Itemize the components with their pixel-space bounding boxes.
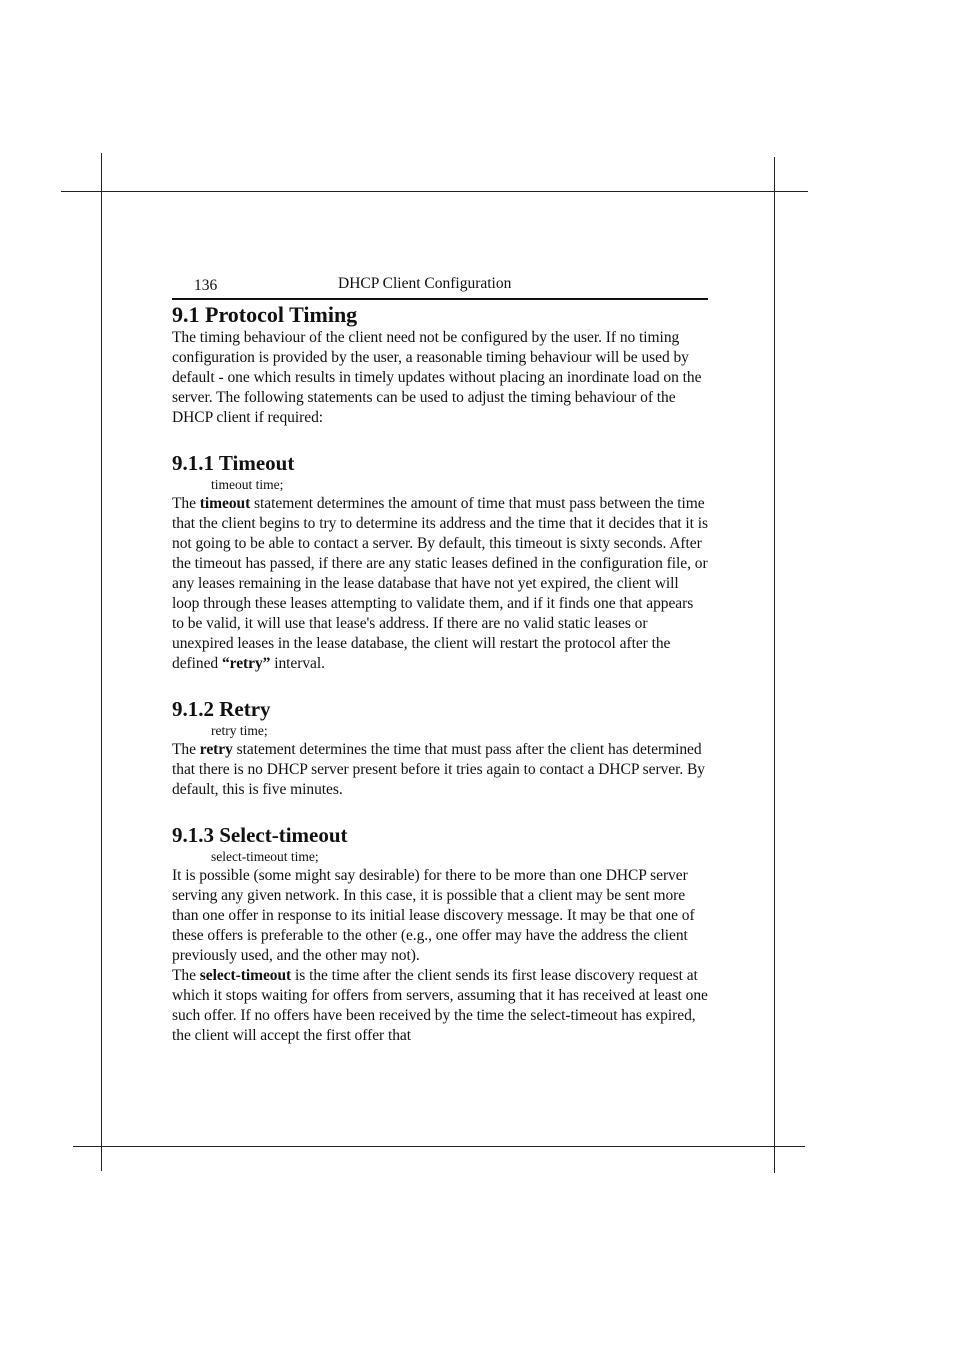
running-header	[172, 274, 708, 300]
crop-mark	[61, 191, 808, 192]
section-intro-paragraph: The timing behaviour of the client need not be configured by the user. If no timing configuration is provided by the user, a reasonable timing behaviour will be used by default - one which results in timely updates without placing an inordinate load on the server. The following statements can be used to adjust the timing behaviour of the DHCP client if required:	[172, 329, 702, 426]
retry-keyword: retry	[199, 741, 233, 758]
crop-mark	[73, 1146, 805, 1147]
select-timeout-syntax: select-timeout time;	[211, 849, 319, 864]
timeout-paragraph: The timeout statement determines the amount of time that must pass between the time that the client begins to try to determine its address and the time that it decides that it is not going to be able to contact a server. By default, this timeout is sixty seconds. After the timeout has passed, if there are any static leases defined in the configuration file, or any leases remaining in the lease database that have not yet expired, the client will loop through these leases attempting to validate them, and if it finds one that appears to be valid, it will use that lease's address. If there are no valid static leases or unexpired leases in the lease database, the client will restart the protocol after the defined “retry” interval.	[172, 495, 708, 672]
crop-mark	[774, 157, 775, 1173]
timeout-heading: 9.1.1 Timeout	[172, 451, 295, 475]
retry-syntax: retry time;	[211, 723, 268, 738]
timeout-syntax: timeout time;	[211, 477, 284, 492]
retry-reference: “retry”	[221, 655, 271, 672]
page-number: 136	[194, 277, 218, 294]
select-timeout-keyword: select-timeout	[199, 967, 292, 984]
crop-mark	[101, 153, 102, 1171]
retry-heading: 9.1.2 Retry	[172, 697, 271, 721]
select-timeout-paragraph-1: It is possible (some might say desirable) for there to be more than one DHCP server serving any given network. In this case, it is possible that a client may be sent more than one offer in response to its initial lease discovery message. It may be that one of these offers is preferable to the other (e.g., one offer may have the address the client previously used, and the other may not).	[172, 867, 695, 964]
timeout-keyword: timeout	[199, 495, 251, 512]
page-content	[172, 274, 708, 1046]
select-timeout-paragraph-2: The select-timeout is the time after the client sends its first lease discovery request at which it stops waiting for offers from servers, assuming that it has received at least one such offer. If no offers have been received by the time the select-timeout has expired, the client will accept the first offer that	[172, 967, 708, 1044]
select-timeout-heading: 9.1.3 Select-timeout	[172, 823, 348, 847]
section-heading: 9.1 Protocol Timing	[172, 302, 358, 327]
chapter-title: DHCP Client Configuration	[338, 275, 512, 292]
retry-paragraph: The retry statement determines the time that must pass after the client has determined that there is no DHCP server present before it tries again to contact a DHCP server. By default, this is five minutes.	[172, 741, 705, 798]
